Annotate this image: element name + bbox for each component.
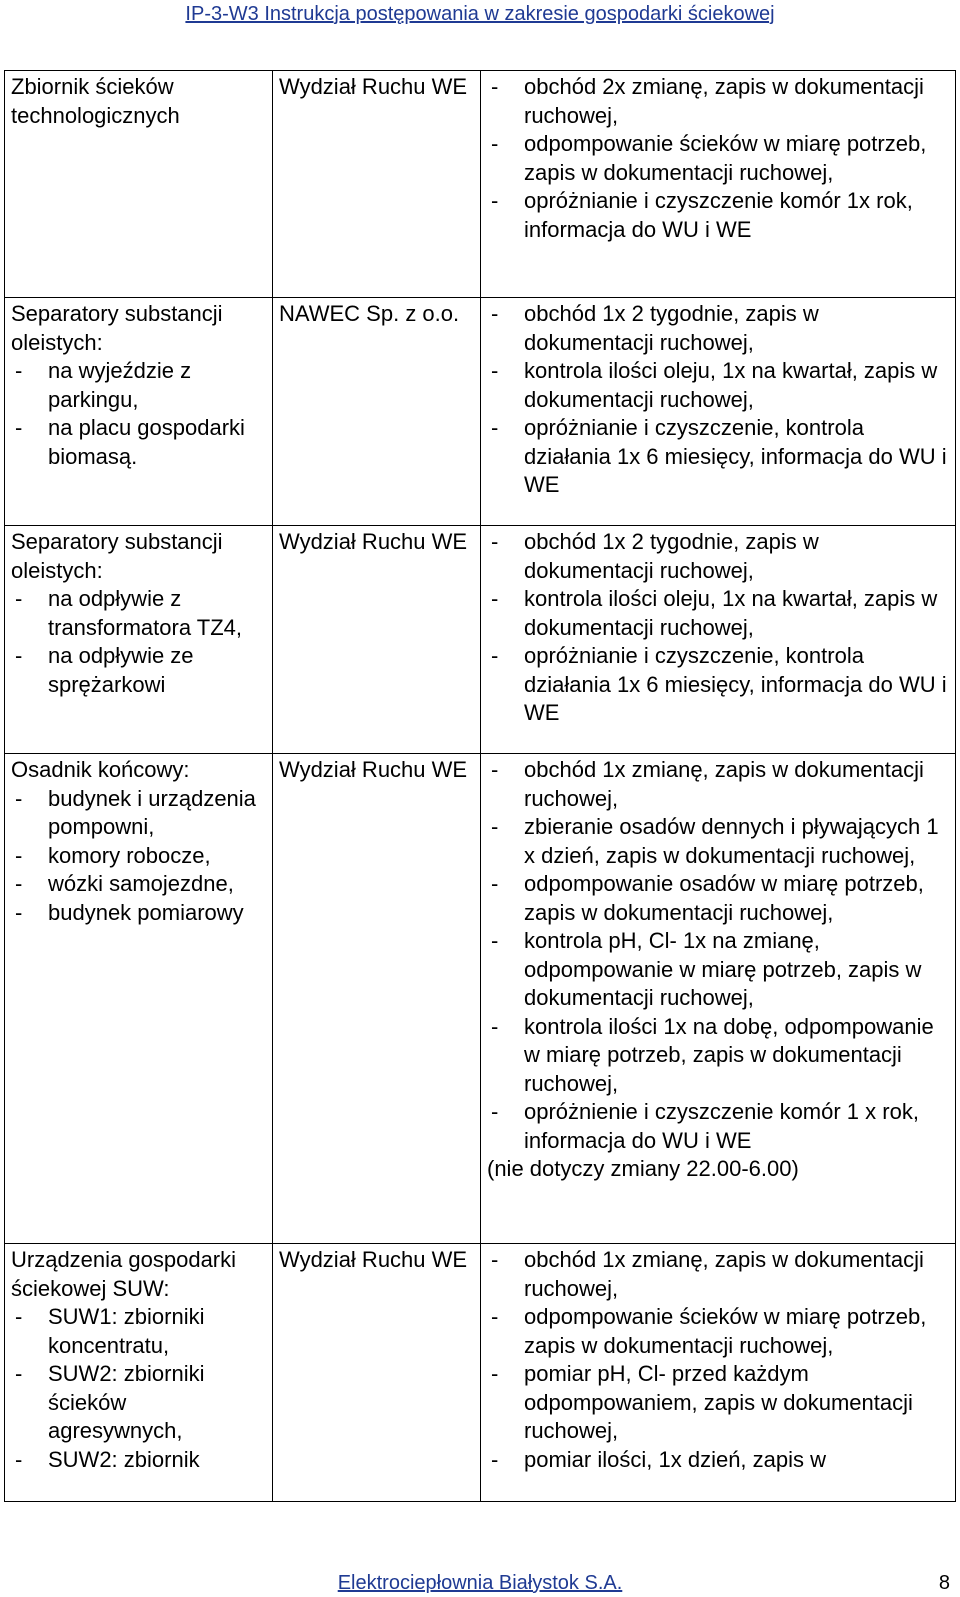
list-item: - opróżnianie i czyszczenie, kontrola działania 1x 6 miesięcy, informacja do WU i WE [487,414,949,500]
list-item: - na odpływie z transformatora TZ4, [11,585,266,642]
responsible-unit: Wydział Ruchu WE [279,74,468,99]
list-item: - SUW2: zbiorniki ścieków agresywnych, [11,1360,266,1446]
actions-cell [481,298,956,526]
list-item: - obchód 1x zmianę, zapis w dokumentacji ruchowej, [487,1246,949,1303]
list-item: - pomiar ilości, 1x dzień, zapis w [487,1446,949,1475]
list-item: - kontrola ilości oleju, 1x na kwartał, zapis w dokumentacji ruchowej, [487,357,949,414]
list-item: - opróżnianie i czyszczenie komór 1x rok, informacja do WU i WE [487,187,949,244]
list-item: - opróżnianie i czyszczenie, kontrola działania 1x 6 miesięcy, informacja do WU i WE [487,642,949,728]
object-cell [5,526,273,754]
object-name: Urządzenia gospodarki ściekowej SUW: [11,1247,237,1301]
list-item: - odpompowanie ścieków w miarę potrzeb, zapis w dokumentacji ruchowej, [487,130,949,187]
exception-note: (nie dotyczy zmiany 22.00-6.00) [487,1156,799,1181]
list-item: - zbieranie osadów dennych i pływających 1 x dzień, zapis w dokumentacji ruchowej, [487,813,949,870]
procedure-table [4,70,956,1502]
object-list [11,1303,266,1474]
object-name: Separatory substancji oleistych: [11,529,223,583]
list-item: - kontrola ilości oleju, 1x na kwartał, zapis w dokumentacji ruchowej, [487,585,949,642]
actions-list [487,73,949,244]
table-row [5,71,956,298]
list-item: - komory robocze, [11,842,266,871]
object-cell [5,1244,273,1502]
list-item: - wózki samojezdne, [11,870,266,899]
object-cell [5,71,273,298]
object-name: Separatory substancji oleistych: [11,301,223,355]
list-item: - pomiar pH, Cl- przed każdym odpompowaniem, zapis w dokumentacji ruchowej, [487,1360,949,1446]
responsible-cell [273,298,481,526]
actions-cell [481,526,956,754]
page-number: 8 [938,1572,950,1594]
table-row [5,298,956,526]
actions-cell [481,754,956,1244]
responsible-unit: Wydział Ruchu WE [279,529,468,554]
list-item: - budynek i urządzenia pompowni, [11,785,266,842]
list-item: - obchód 1x zmianę, zapis w dokumentacji ruchowej, [487,756,949,813]
table-row [5,1244,956,1502]
responsible-cell [273,71,481,298]
list-item: - obchód 1x 2 tygodnie, zapis w dokumentacji ruchowej, [487,528,949,585]
actions-list [487,756,949,1155]
responsible-cell [273,1244,481,1502]
actions-list [487,1246,949,1474]
responsible-unit: Wydział Ruchu WE [279,757,468,782]
list-item: - na placu gospodarki biomasą. [11,414,266,471]
list-item: - na odpływie ze sprężarkowi [11,642,266,699]
actions-cell [481,1244,956,1502]
table-row [5,754,956,1244]
actions-list [487,528,949,728]
list-item: - kontrola pH, Cl- 1x na zmianę, odpompowanie w miarę potrzeb, zapis w dokumentacji ruchowej, [487,927,949,1013]
object-name: Zbiornik ścieków technologicznych [11,74,180,128]
list-item: - SUW2: zbiornik [11,1446,266,1475]
list-item: - SUW1: zbiorniki koncentratu, [11,1303,266,1360]
object-cell [5,754,273,1244]
object-list [11,585,266,699]
table-row [5,526,956,754]
responsible-cell [273,754,481,1244]
list-item: - obchód 2x zmianę, zapis w dokumentacji ruchowej, [487,73,949,130]
responsible-cell [273,526,481,754]
list-item: - budynek pomiarowy [11,899,266,928]
actions-list [487,300,949,500]
actions-cell [481,71,956,298]
object-cell [5,298,273,526]
responsible-unit: NAWEC Sp. z o.o. [279,301,460,326]
object-list [11,785,266,928]
responsible-unit: Wydział Ruchu WE [279,1247,468,1272]
footer-company: Elektrociepłownia Białystok S.A. [337,1572,623,1594]
document-footer [0,1571,960,1595]
list-item: - kontrola ilości 1x na dobę, odpompowanie w miarę potrzeb, zapis w dokumentacji ruchowej, [487,1013,949,1099]
list-item: - na wyjeździe z parkingu, [11,357,266,414]
list-item: - opróżnienie i czyszczenie komór 1 x rok, informacja do WU i WE [487,1098,949,1155]
list-item: - obchód 1x 2 tygodnie, zapis w dokumentacji ruchowej, [487,300,949,357]
list-item: - odpompowanie osadów w miarę potrzeb, zapis w dokumentacji ruchowej, [487,870,949,927]
object-list [11,357,266,471]
list-item: - odpompowanie ścieków w miarę potrzeb, zapis w dokumentacji ruchowej, [487,1303,949,1360]
object-name: Osadnik końcowy: [11,757,190,782]
document-header: IP-3-W3 Instrukcja postępowania w zakresie gospodarki ściekowej [185,3,775,25]
